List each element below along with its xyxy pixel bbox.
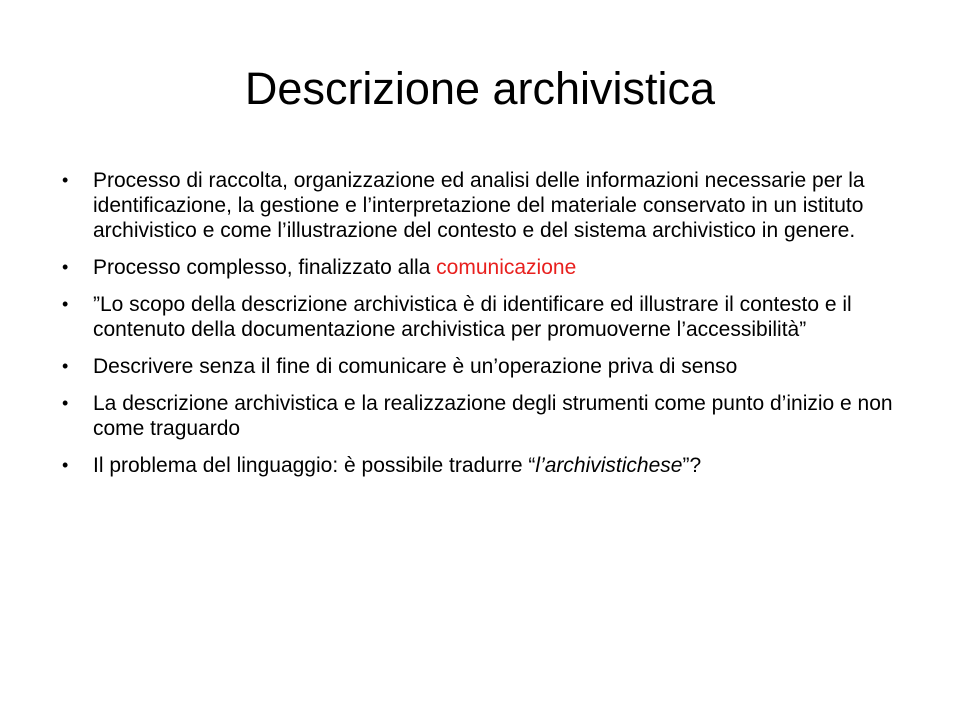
bullet-icon: • bbox=[62, 356, 69, 376]
bullet-icon: • bbox=[62, 170, 69, 190]
closing-quote: ” bbox=[682, 454, 690, 477]
bullet-item bbox=[62, 453, 912, 478]
bullet-item bbox=[62, 292, 912, 342]
bullet-text: Il problema del linguaggio: è possibile tradurre bbox=[93, 454, 529, 477]
bullet-text: ”Lo scopo della descrizione archivistica è di identificare ed illustrare il contesto e il contenuto della documentazione archivistica per promuoverne l’accessibilità” bbox=[93, 293, 852, 341]
highlighted-word: comunicazione bbox=[436, 256, 577, 279]
bullet-list bbox=[62, 168, 912, 490]
bullet-item bbox=[62, 391, 912, 441]
opening-quote: “ bbox=[528, 454, 536, 477]
bullet-text: La descrizione archivistica e la realizzazione degli strumenti come punto d’inizio e non come traguardo bbox=[93, 392, 893, 440]
bullet-text: Processo complesso, finalizzato alla bbox=[93, 256, 437, 279]
question-mark: ? bbox=[689, 454, 702, 477]
bullet-text: Descrivere senza il fine di comunicare è un’operazione priva di senso bbox=[93, 355, 738, 378]
bullet-text: Processo di raccolta, organizzazione ed analisi delle informazioni necessarie per la identificazione, la gestione e l’interpretazione del materiale conservato in un istituto archivistico e come l’illustrazione del contesto e del sistema archivistico in genere. bbox=[93, 169, 865, 242]
bullet-icon: • bbox=[62, 294, 69, 314]
bullet-icon: • bbox=[62, 455, 69, 475]
bullet-item bbox=[62, 255, 912, 280]
italic-term: l’archivistichese bbox=[535, 454, 683, 477]
bullet-icon: • bbox=[62, 257, 69, 277]
bullet-item bbox=[62, 168, 912, 243]
bullet-item bbox=[62, 354, 912, 379]
bullet-icon: • bbox=[62, 393, 69, 413]
slide-title: Descrizione archivistica bbox=[244, 63, 716, 114]
